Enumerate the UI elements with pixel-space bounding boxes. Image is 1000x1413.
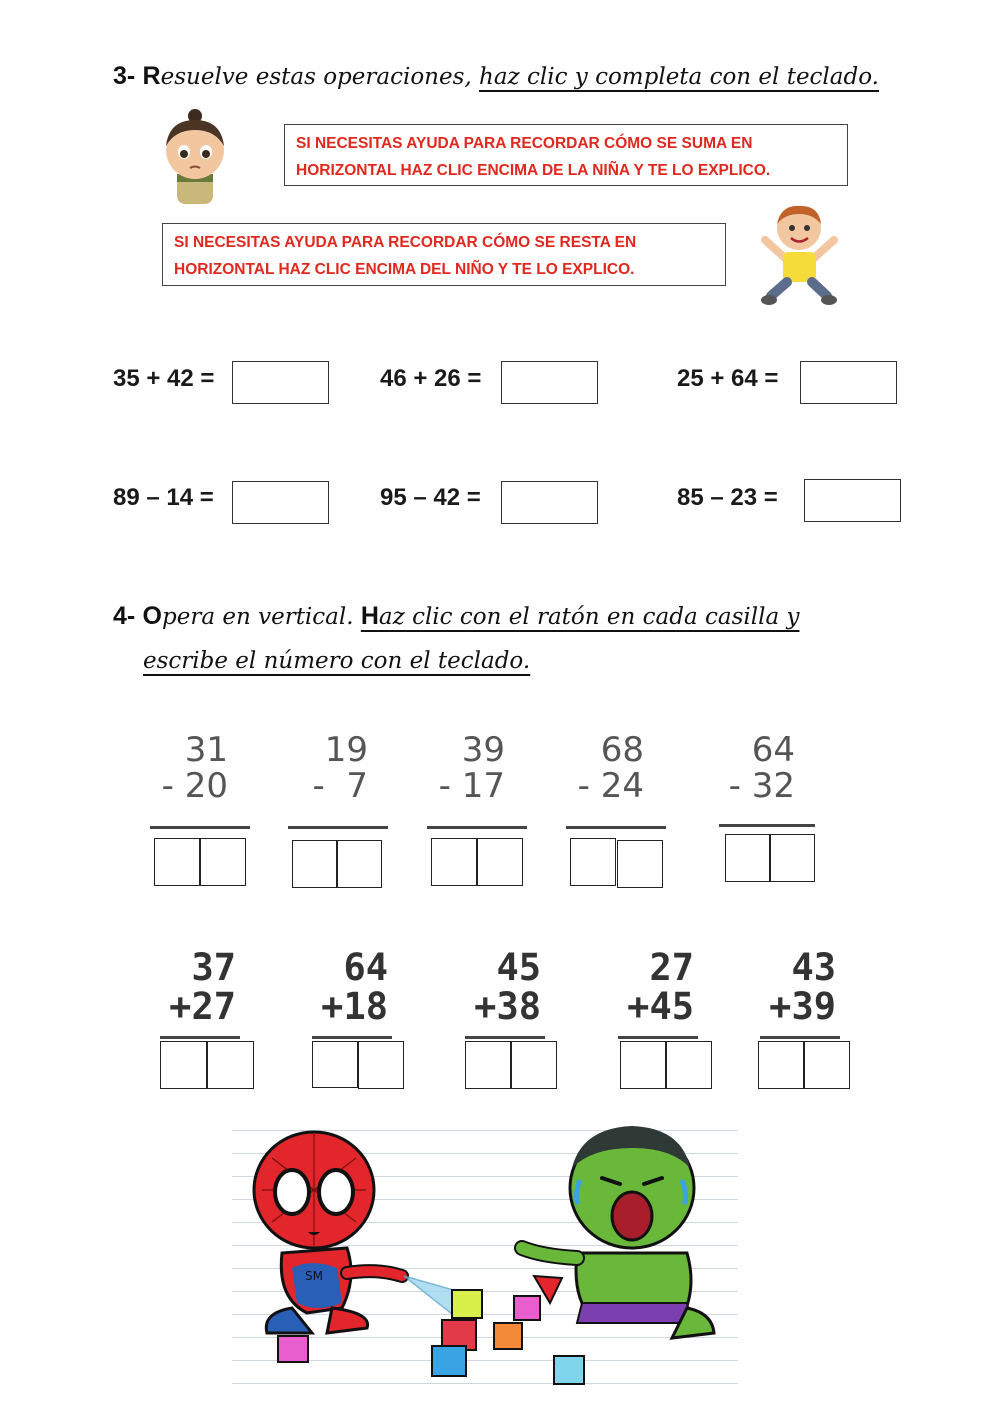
units-cell[interactable] — [770, 834, 815, 882]
op-label: 35 + 42 = — [113, 365, 215, 392]
addend-1: 27 — [649, 946, 694, 989]
units-cell[interactable] — [666, 1041, 712, 1089]
subtrahend: - 7 — [312, 766, 368, 806]
heading-instruction: escribe el número con el teclado. — [143, 648, 531, 674]
heading-capital: O — [142, 602, 162, 630]
sum-line — [150, 826, 250, 829]
girl-helper-avatar[interactable] — [155, 108, 235, 204]
minuend: 19 — [324, 730, 368, 770]
section-3-heading — [113, 62, 879, 91]
units-cell[interactable] — [337, 840, 382, 888]
vertical-subtraction — [566, 730, 666, 806]
boy-helper-avatar[interactable] — [757, 200, 842, 310]
addend-2: +38 — [474, 985, 541, 1028]
sum-line — [160, 1036, 240, 1039]
op-label: 25 + 64 = — [677, 365, 779, 392]
heading-instruction: az clic con el ratón en cada casilla y — [378, 604, 800, 630]
units-cell[interactable] — [804, 1041, 850, 1089]
addend-1: 43 — [791, 946, 836, 989]
op-label: 95 – 42 = — [380, 484, 481, 511]
sum-help-line-1: SI NECESITAS AYUDA PARA RECORDAR CÓMO SE SUMA EN — [296, 135, 753, 152]
addend-2: +39 — [769, 985, 836, 1028]
boy-avatar-icon — [757, 200, 842, 310]
heading-capital: H — [360, 602, 379, 630]
tens-cell[interactable] — [570, 838, 616, 886]
answer-input[interactable] — [501, 481, 598, 524]
vertical-subtraction — [427, 730, 527, 806]
sum-line — [618, 1036, 698, 1039]
tens-cell[interactable] — [725, 834, 770, 882]
units-cell[interactable] — [477, 838, 523, 886]
addend-2: +27 — [169, 985, 236, 1028]
addend-2: +45 — [627, 985, 694, 1028]
subtrahend: - 20 — [161, 766, 228, 806]
addend-1: 45 — [496, 946, 541, 989]
minuend: 64 — [751, 730, 795, 770]
vertical-subtraction — [717, 730, 817, 806]
units-cell[interactable] — [617, 840, 663, 888]
section-4-heading — [113, 602, 799, 631]
minuend: 31 — [184, 730, 228, 770]
heading-capital: R — [142, 62, 161, 90]
vertical-addition — [608, 946, 704, 1028]
tens-cell[interactable] — [154, 838, 200, 886]
minuend: 68 — [600, 730, 644, 770]
minuend: 39 — [461, 730, 505, 770]
addend-2: +18 — [321, 985, 388, 1028]
heading-instruction: haz clic y completa con el teclado. — [479, 64, 879, 90]
sum-line — [566, 826, 666, 829]
subtraction-help-box — [162, 223, 726, 286]
sum-line — [465, 1036, 545, 1039]
answer-input[interactable] — [232, 361, 329, 404]
tens-cell[interactable] — [312, 1041, 358, 1088]
op-label: 46 + 26 = — [380, 365, 482, 392]
section-number: 4- — [113, 602, 136, 630]
vertical-subtraction — [288, 730, 388, 806]
units-cell[interactable] — [358, 1041, 404, 1089]
units-cell[interactable] — [511, 1041, 557, 1089]
sum-help-line-2: HORIZONTAL HAZ CLIC ENCIMA DE LA NIÑA Y TE LO EXPLICO. — [296, 162, 771, 179]
vertical-addition — [150, 946, 246, 1028]
sum-line — [760, 1036, 840, 1039]
heading-text: pera en vertical. — [162, 604, 354, 630]
sum-line — [427, 826, 527, 829]
tens-cell[interactable] — [292, 840, 337, 888]
addend-1: 64 — [343, 946, 388, 989]
addend-1: 37 — [191, 946, 236, 989]
girl-avatar-icon — [155, 108, 235, 204]
units-cell[interactable] — [207, 1041, 254, 1089]
heading-text: esuelve estas operaciones, — [160, 64, 472, 90]
sum-line — [288, 826, 388, 829]
vertical-subtraction — [150, 730, 250, 806]
subtrahend: - 32 — [728, 766, 795, 806]
section-4-heading-line-2 — [143, 648, 530, 674]
section-number: 3- — [113, 62, 136, 90]
sum-line — [719, 824, 815, 827]
subtraction-help-line-2: HORIZONTAL HAZ CLIC ENCIMA DEL NIÑO Y TE LO EXPLICO. — [174, 261, 635, 278]
tens-cell[interactable] — [620, 1041, 666, 1089]
answer-input[interactable] — [501, 361, 598, 404]
heroes-illustration — [232, 1108, 738, 1392]
units-cell[interactable] — [200, 838, 246, 886]
subtraction-help-line-1: SI NECESITAS AYUDA PARA RECORDAR CÓMO SE RESTA EN — [174, 234, 637, 251]
vertical-addition — [455, 946, 551, 1028]
op-label: 89 – 14 = — [113, 484, 214, 511]
op-label: 85 – 23 = — [677, 484, 778, 511]
subtrahend: - 17 — [438, 766, 505, 806]
vertical-addition — [302, 946, 398, 1028]
vertical-addition — [750, 946, 846, 1028]
heroes-drawing-icon — [232, 1108, 738, 1392]
sum-line — [312, 1036, 392, 1039]
answer-input[interactable] — [800, 361, 897, 404]
answer-input[interactable] — [804, 479, 901, 522]
answer-input[interactable] — [232, 481, 329, 524]
tens-cell[interactable] — [758, 1041, 804, 1089]
chest-logo: SM — [305, 1269, 323, 1283]
subtrahend: - 24 — [577, 766, 644, 806]
tens-cell[interactable] — [465, 1041, 511, 1089]
sum-help-box — [284, 124, 848, 186]
tens-cell[interactable] — [160, 1041, 207, 1089]
tens-cell[interactable] — [431, 838, 477, 886]
